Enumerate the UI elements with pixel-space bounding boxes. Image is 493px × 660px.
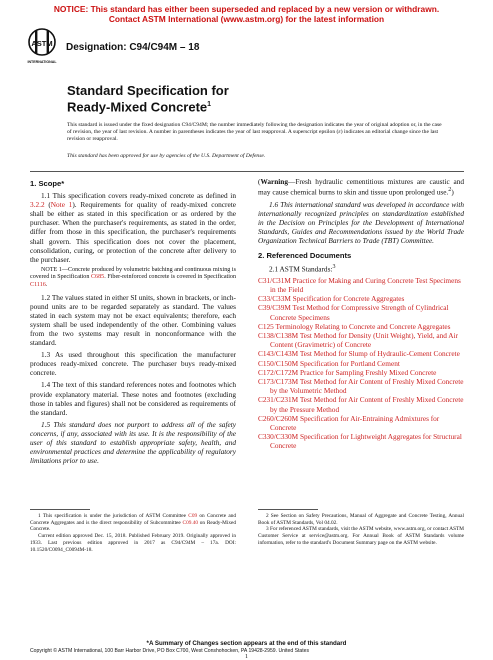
footnote-divider: [30, 509, 90, 510]
link-c09-40[interactable]: C09.40: [182, 519, 198, 526]
reference-code-link[interactable]: C150/C150M: [258, 358, 299, 368]
link-note-1[interactable]: Note 1: [50, 200, 73, 210]
reference-code-link[interactable]: C31/C31M: [258, 275, 291, 285]
summary-of-changes-note: *A Summary of Changes section appears at the end of this standard: [146, 640, 347, 647]
reference-item: [258, 294, 464, 303]
svg-text:INTERNATIONAL: INTERNATIONAL: [27, 60, 57, 64]
footnotes-right: [258, 509, 464, 547]
paragraph-1-2: 1.2 The values stated in either SI units, shown in brackets, or inch-pound units are to be regarded separately as standard. The values stated in each system may not be exact equivalents; therefore, each system shall be used independently of the other. Combining values from the two systems may result in nonconformance with the standard.: [30, 292, 236, 348]
paragraph-1-3: 1.3 As used throughout this specification the manufacturer produces ready-mixed concrete. The purchaser buys ready-mixed concrete.: [30, 350, 236, 378]
divider: [30, 171, 464, 172]
title-footnote-ref[interactable]: 1: [207, 101, 212, 108]
reference-title-link[interactable]: Specification for Concrete Aggregates: [292, 294, 405, 304]
reference-list: [258, 276, 464, 451]
issue-note: This standard is issued under the fixed designation C94/C94M; the number immediately following the designation indicates the year of original adoption or, in the case of revision, the year of last revision. A number in parentheses indicates the year of last reapproval. A superscript epsilon (ε) indicates an editorial change since the last revision or reapproval.: [67, 122, 442, 143]
svg-text:ASTM: ASTM: [31, 39, 53, 48]
reference-title-link[interactable]: Practice for Sampling Freshly Mixed Concrete: [299, 367, 437, 377]
reference-item: [258, 414, 464, 432]
notice-banner: [0, 4, 493, 24]
dod-note: This standard has been approved for use by agencies of the U.S. Department of Defense.: [67, 153, 266, 159]
reference-item: [258, 432, 464, 450]
link-c685[interactable]: C685: [90, 274, 105, 281]
astm-standards-label: 2.1 ASTM Standards:$^3$: [269, 264, 336, 274]
reference-item: [258, 303, 464, 321]
link-c09[interactable]: C09: [188, 513, 198, 519]
footnote-ref-2[interactable]: 2: [448, 187, 452, 194]
reference-code-link[interactable]: C260/C260M: [258, 413, 299, 423]
title-line-2: Ready-Mixed Concrete: [67, 99, 208, 115]
page-number: 1: [245, 654, 248, 660]
footnotes-left: [30, 509, 236, 553]
reference-code-link[interactable]: C143/C143M: [258, 349, 299, 359]
reference-title-link[interactable]: Specification for Air-Entraining Admixtures for Concrete: [270, 413, 440, 432]
notice-line-1: NOTICE: This standard has either been superseded and replaced by a new version or withdrawn.: [53, 4, 440, 14]
reference-item: [258, 349, 464, 358]
footnote-1-dates: Current edition approved Dec. 15, 2018. Published February 2019. Originally approved in 1933. Last previous edition approved in 2017 as C94/C94M – 17a. DOI: 10.1520/C0094_C0094M-18.: [30, 533, 236, 553]
footnote-divider: [258, 509, 318, 510]
footnote-2: 2 See Section on Safety Precautions, Manual of Aggregate and Concrete Testing, Annual Book of ASTM Standards, Vol 04.02.: [258, 513, 464, 526]
reference-item: [258, 395, 464, 413]
reference-code-link[interactable]: C231/C231M: [258, 395, 299, 405]
left-column: [30, 177, 236, 465]
reference-code-link[interactable]: C33/C33M: [258, 294, 291, 304]
reference-title-link[interactable]: Test Method for Slump of Hydraulic-Cement Concrete: [299, 349, 460, 359]
copyright-line: Copyright © ASTM International, 100 Barr Harbor Drive, PO Box C700, West Conshohocken, PA 19428-2959. United States: [30, 648, 310, 654]
note-1: NOTE 1—Concrete produced by volumetric batching and continuous mixing is covered in Specification C685. Fiber-reinforced concrete is covered in Specification C1116.: [30, 266, 237, 289]
title-line-1: Standard Specification for: [67, 83, 229, 98]
warning-paragraph: (Warning—Fresh hydraulic cementitious mixtures are caustic and may cause chemical burns to skin and tissue upon prolonged use.$^2$): [258, 177, 464, 197]
reference-title-link[interactable]: Test Method for Air Content of Freshly Mixed Concrete by the Pressure Method: [270, 395, 464, 414]
footnote-3: 3 For referenced ASTM standards, visit the ASTM website, www.astm.org, or contact ASTM Customer Service at service@astm.org. For Annual Book of ASTM Standards volume information, refer to the standard's Document Summary page on the ASTM website.: [258, 526, 464, 546]
reference-title-link[interactable]: Test Method for Compressive Strength of Cylindrical Concrete Specimens: [270, 303, 449, 322]
astm-logo-icon: [27, 27, 57, 71]
right-column: [258, 177, 464, 451]
footnote-1: 1 This specification is under the jurisdiction of ASTM Committee C09 on Concrete and Concrete Aggregates and is the direct responsibility of Subcommittee C09.40 on Ready-Mixed Concrete.: [30, 513, 236, 533]
reference-code-link[interactable]: C330/C330M: [258, 432, 299, 442]
reference-title-link[interactable]: Practice for Making and Curing Concrete Test Specimens in the Field: [270, 275, 461, 294]
reference-title-link[interactable]: Terminology Relating to Concrete and Concrete Aggregates: [275, 321, 451, 331]
reference-item: [258, 322, 464, 331]
reference-item: [258, 359, 464, 368]
reference-code-link[interactable]: C125: [258, 321, 274, 331]
notice-line-2: Contact ASTM International (www.astm.org) for the latest information: [108, 14, 385, 24]
paragraph-1-1: 1.1 This specification covers ready-mixed concrete as defined in 3.2.2 (Note 1). Requirements for quality of ready-mixed concrete shall be either as stated in this specification or as ordered by the purchaser. When the purchaser's requirements, as stated in the order, differ from those in this specification, the purchaser's requirements shall govern. This specification does not cover the placement, consolidation, curing, or protection of the concrete after delivery to the purchaser.: [30, 191, 236, 264]
reference-code-link[interactable]: C172/C172M: [258, 367, 299, 377]
reference-title-link[interactable]: Test Method for Air Content of Freshly Mixed Concrete by the Volumetric Method: [270, 376, 464, 396]
reference-code-link[interactable]: C39/C39M: [258, 303, 291, 313]
section-heading-scope: 1. Scope*: [30, 179, 65, 188]
reference-item: [258, 368, 464, 377]
reference-item: [258, 276, 464, 294]
paragraph-1-6: 1.6 This international standard was developed in accordance with internationally recognized principles on standardization established in the Decision on Principles for the Development of International Standards, Guides and Recommendations issued by the World Trade Organization Technical Barriers to Trade (TBT) Committee.: [258, 199, 464, 245]
link-c1116[interactable]: C1116: [30, 282, 46, 289]
link-3-2-2[interactable]: 3.2.2: [30, 200, 45, 210]
reference-item: [258, 377, 464, 395]
reference-title-link[interactable]: Test Method for Density (Unit Weight), Yield, and Air Content (Gravimetric) of Concrete: [270, 330, 459, 350]
reference-title-link[interactable]: Specification for Lightweight Aggregates for Structural Concrete: [270, 432, 462, 451]
reference-title-link[interactable]: Specification for Portland Cement: [299, 358, 400, 368]
designation: Designation: C94/C94M – 18: [66, 42, 200, 53]
reference-code-link[interactable]: C138/C138M: [258, 330, 299, 340]
page-title: [67, 84, 229, 114]
paragraph-1-4: 1.4 The text of this standard references notes and footnotes which provide explanatory material. These notes and footnotes (excluding those in tables and figures) shall not be considered as requirements of the standard.: [30, 380, 236, 417]
reference-code-link[interactable]: C173/C173M: [258, 376, 299, 386]
section-heading-referenced: 2. Referenced Documents: [258, 251, 352, 261]
paragraph-1-5: 1.5 This standard does not purport to address all of the safety concerns, if any, associated with its use. It is the responsibility of the user of this standard to establish appropriate safety, health, and environmental practices and determine the applicability of regulatory limitations prior to use.: [30, 419, 236, 466]
reference-item: [258, 331, 464, 349]
warning-label: Warning: [260, 177, 289, 186]
